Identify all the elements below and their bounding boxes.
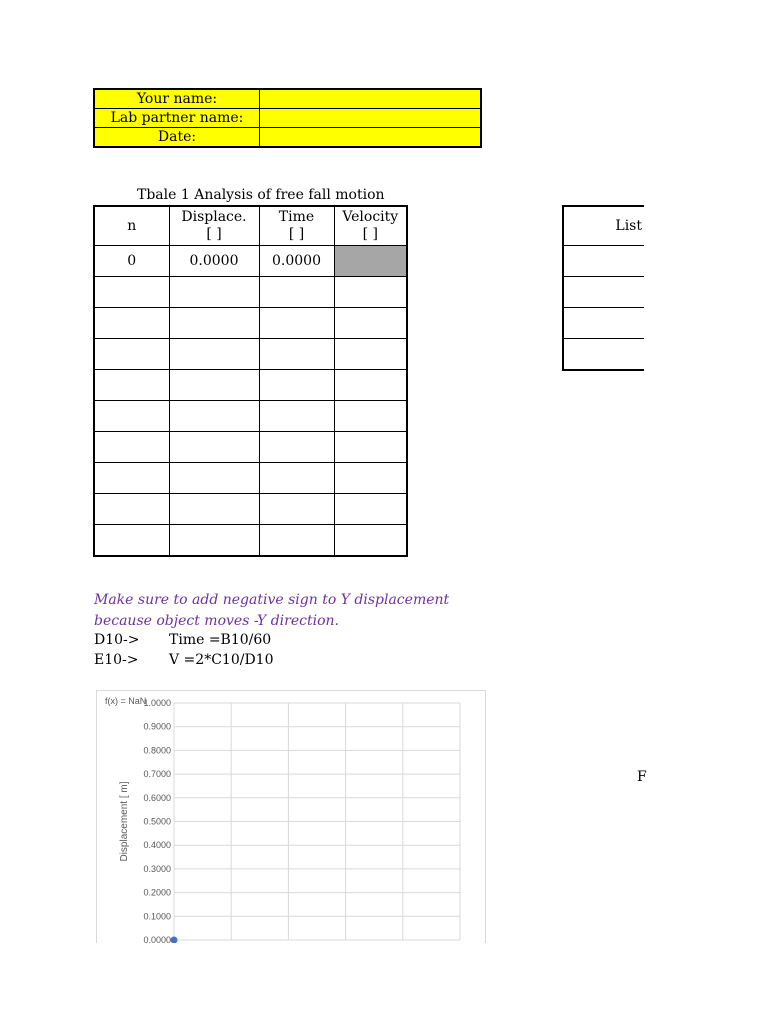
list-row bbox=[563, 246, 644, 277]
table-row bbox=[94, 308, 407, 339]
header-velocity-unit: [ ] bbox=[362, 226, 378, 242]
table-row bbox=[94, 525, 407, 557]
list-row bbox=[563, 308, 644, 339]
y-tick-label: 0.5000 bbox=[143, 816, 171, 827]
displacement-cell[interactable] bbox=[169, 339, 259, 370]
displacement-cell[interactable] bbox=[169, 308, 259, 339]
lab-partner-field[interactable] bbox=[260, 109, 482, 128]
lab-partner-label: Lab partner name: bbox=[94, 109, 260, 128]
list-table bbox=[562, 205, 644, 371]
chart-svg bbox=[97, 691, 485, 943]
time-cell[interactable] bbox=[259, 277, 334, 308]
displacement-chart[interactable] bbox=[96, 690, 486, 943]
table-row bbox=[94, 463, 407, 494]
n-cell[interactable] bbox=[94, 277, 169, 308]
list-row bbox=[563, 277, 644, 308]
time-cell[interactable] bbox=[259, 525, 334, 557]
n-cell[interactable] bbox=[94, 463, 169, 494]
displacement-cell[interactable] bbox=[169, 370, 259, 401]
y-tick-label: 0.1000 bbox=[143, 911, 171, 922]
free-fall-table bbox=[93, 205, 408, 557]
header-time-label: Time bbox=[278, 209, 315, 225]
trendline-equation: f(x) = NaN bbox=[105, 696, 147, 706]
list-row bbox=[563, 339, 644, 371]
velocity-cell[interactable] bbox=[334, 246, 407, 277]
n-cell[interactable] bbox=[94, 494, 169, 525]
list-cell[interactable] bbox=[563, 339, 644, 371]
list-cell[interactable] bbox=[563, 277, 644, 308]
velocity-cell[interactable] bbox=[334, 277, 407, 308]
header-n-label: n bbox=[127, 217, 137, 234]
info-row-name bbox=[94, 89, 481, 109]
velocity-cell[interactable] bbox=[334, 308, 407, 339]
y-tick-label: 0.8000 bbox=[143, 745, 171, 756]
velocity-cell[interactable] bbox=[334, 525, 407, 557]
time-cell[interactable] bbox=[259, 370, 334, 401]
header-time-unit: [ ] bbox=[288, 226, 305, 242]
velocity-cell[interactable] bbox=[334, 463, 407, 494]
list-cell[interactable] bbox=[563, 246, 644, 277]
velocity-cell[interactable] bbox=[334, 401, 407, 432]
y-axis-label: Displacement [ m] bbox=[119, 781, 130, 862]
date-label: Date: bbox=[94, 128, 260, 148]
n-cell[interactable]: 0 bbox=[94, 246, 169, 277]
formula-time-ref: D10-> bbox=[94, 632, 140, 648]
formula-velocity bbox=[94, 652, 273, 668]
list-header-row bbox=[563, 206, 644, 246]
time-cell[interactable] bbox=[259, 308, 334, 339]
time-cell[interactable] bbox=[259, 463, 334, 494]
displacement-cell[interactable] bbox=[169, 432, 259, 463]
time-cell[interactable] bbox=[259, 494, 334, 525]
velocity-cell[interactable] bbox=[334, 494, 407, 525]
n-cell[interactable] bbox=[94, 525, 169, 557]
formula-velocity-text: V =2*C10/D10 bbox=[169, 652, 274, 668]
header-velocity bbox=[334, 206, 407, 246]
time-cell[interactable]: 0.0000 bbox=[259, 246, 334, 277]
y-tick-label: 0.3000 bbox=[143, 863, 171, 874]
table-row bbox=[94, 246, 407, 277]
velocity-cell[interactable] bbox=[334, 370, 407, 401]
date-field[interactable] bbox=[260, 128, 482, 148]
list-header: List bbox=[563, 206, 644, 246]
data-point bbox=[171, 937, 178, 944]
table-body bbox=[94, 246, 407, 557]
y-tick-label: 0.7000 bbox=[143, 769, 171, 780]
formula-velocity-ref: E10-> bbox=[94, 652, 139, 668]
list-cell[interactable] bbox=[563, 308, 644, 339]
y-tick-label: 0.2000 bbox=[143, 887, 171, 898]
time-cell[interactable] bbox=[259, 432, 334, 463]
header-velocity-label: Velocity bbox=[342, 209, 399, 225]
table-row bbox=[94, 432, 407, 463]
formula-time bbox=[94, 632, 271, 648]
displacement-cell[interactable] bbox=[169, 494, 259, 525]
table-row bbox=[94, 370, 407, 401]
your-name-label: Your name: bbox=[94, 89, 260, 109]
displacement-cell[interactable] bbox=[169, 525, 259, 557]
table-row bbox=[94, 339, 407, 370]
y-tick-label: 0.4000 bbox=[143, 840, 171, 851]
table-row bbox=[94, 494, 407, 525]
time-cell[interactable] bbox=[259, 339, 334, 370]
note-line-2: because object moves -Y direction. bbox=[94, 613, 339, 629]
header-n bbox=[94, 206, 169, 246]
n-cell[interactable] bbox=[94, 432, 169, 463]
y-tick-label: 0.6000 bbox=[143, 792, 171, 803]
table-row bbox=[94, 277, 407, 308]
table-caption: Tbale 1 Analysis of free fall motion bbox=[137, 187, 385, 203]
header-displacement bbox=[169, 206, 259, 246]
displacement-cell[interactable] bbox=[169, 463, 259, 494]
formula-time-text: Time =B10/60 bbox=[169, 632, 272, 648]
velocity-cell[interactable] bbox=[334, 432, 407, 463]
n-cell[interactable] bbox=[94, 339, 169, 370]
y-tick-label: 0.9000 bbox=[143, 721, 171, 732]
your-name-field[interactable] bbox=[260, 89, 482, 109]
header-displacement-unit: [ ] bbox=[206, 226, 222, 242]
info-row-partner bbox=[94, 109, 481, 128]
table-header-row bbox=[94, 206, 407, 246]
note-line-1: Make sure to add negative sign to Y displacement bbox=[94, 592, 450, 608]
displacement-cell[interactable] bbox=[169, 277, 259, 308]
n-cell[interactable] bbox=[94, 370, 169, 401]
displacement-cell[interactable]: 0.0000 bbox=[169, 246, 259, 277]
n-cell[interactable] bbox=[94, 401, 169, 432]
y-tick-label: 1.0000 bbox=[143, 698, 171, 708]
y-tick-label: 0.0000 bbox=[143, 935, 171, 943]
velocity-cell[interactable] bbox=[334, 339, 407, 370]
header-time bbox=[259, 206, 334, 246]
time-cell[interactable] bbox=[259, 401, 334, 432]
header-displacement-label: Displace. bbox=[181, 209, 247, 225]
info-row-date bbox=[94, 128, 481, 148]
n-cell[interactable] bbox=[94, 308, 169, 339]
side-text: F bbox=[637, 769, 647, 785]
displacement-cell[interactable] bbox=[169, 401, 259, 432]
student-info-table bbox=[93, 88, 482, 148]
table-row bbox=[94, 401, 407, 432]
